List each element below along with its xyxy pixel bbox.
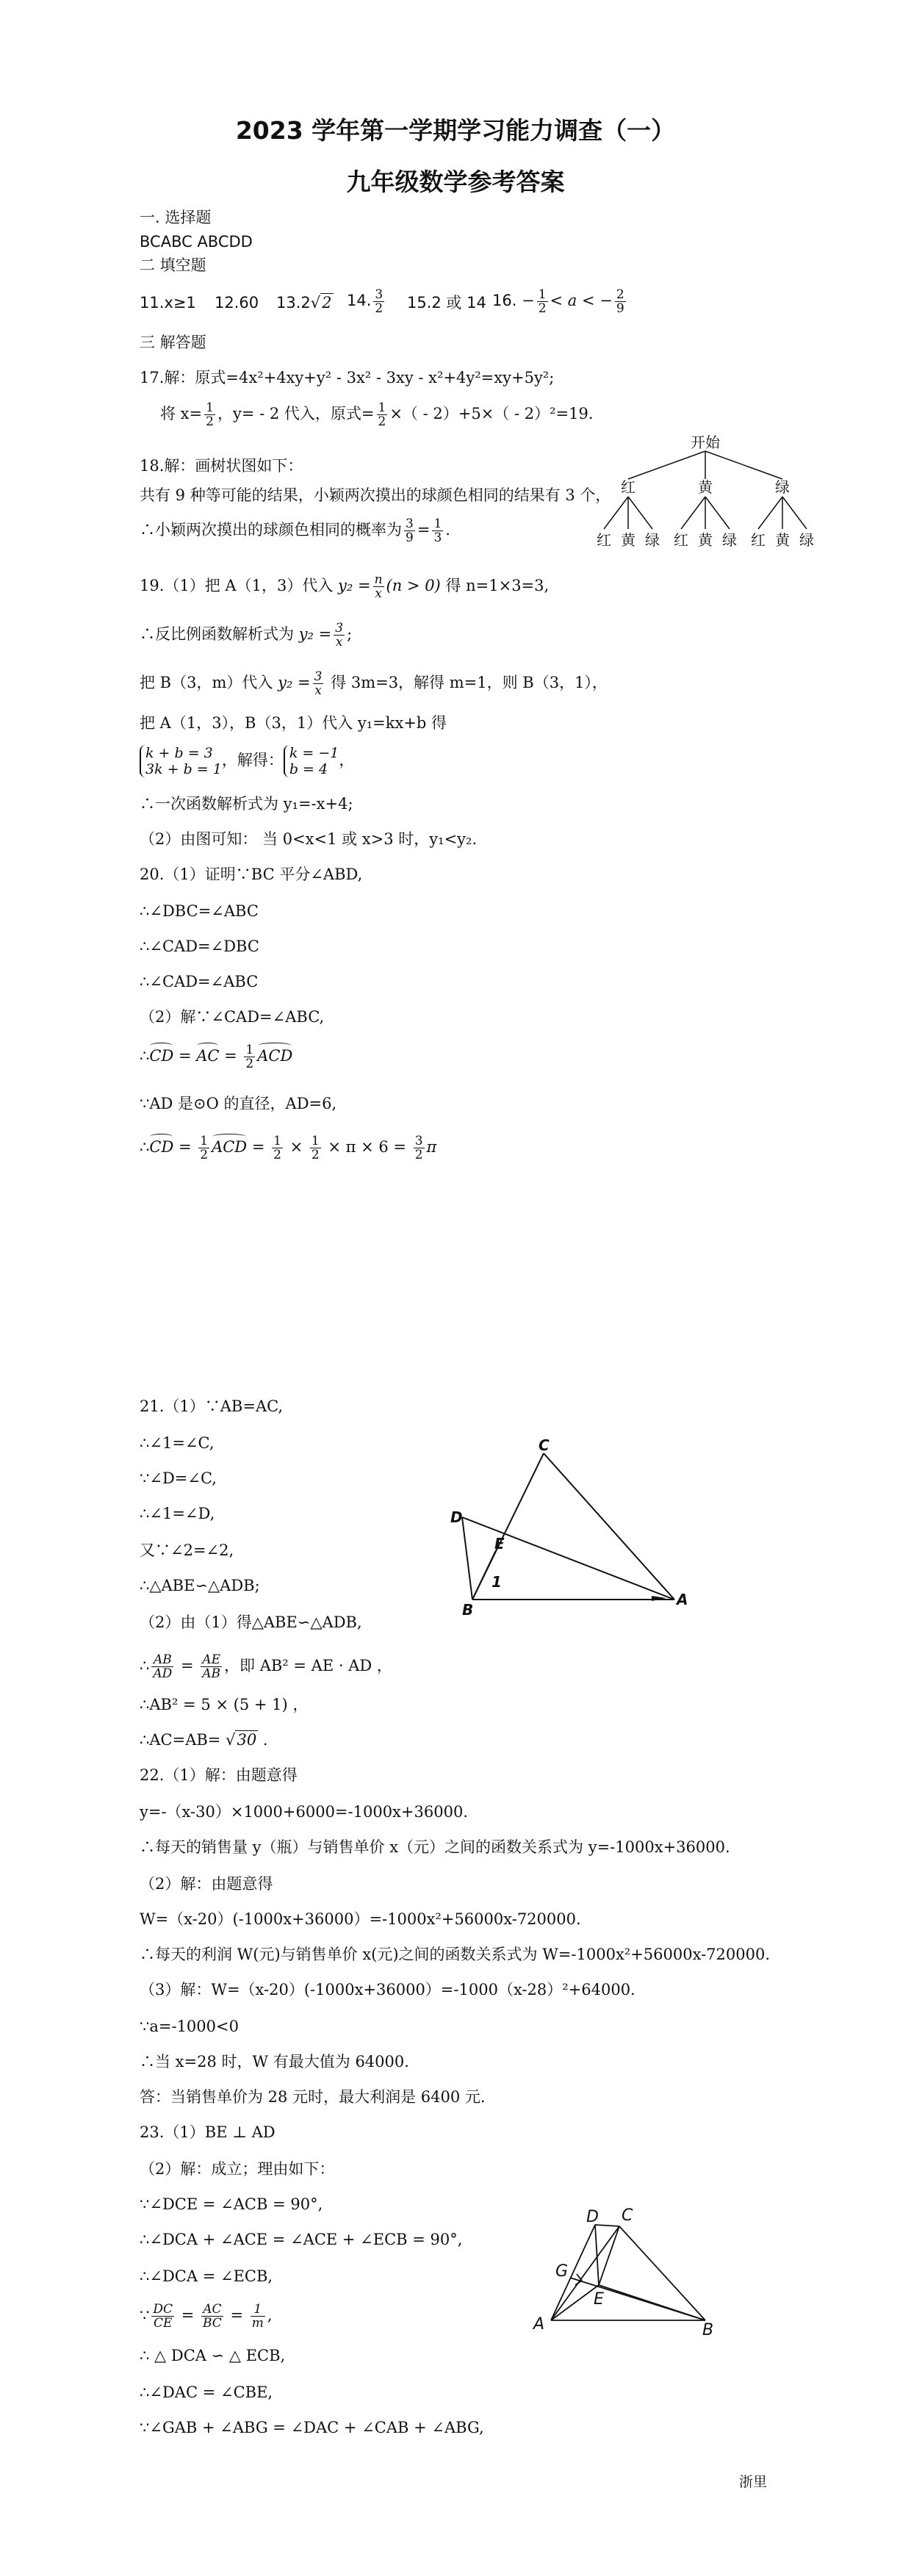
page-title: 2023 学年第一学期学习能力调查（一）	[235, 116, 676, 145]
point-b-label: B	[702, 2321, 714, 2339]
fill-answer-11: 11.x≥1	[140, 294, 196, 312]
arc-acd: ACD	[212, 1138, 248, 1156]
q21-line-2: ∴∠1=∠C,	[140, 1434, 215, 1452]
q18-frac1-num: 3	[406, 517, 414, 531]
q19-l1-cond: (n > 0)	[386, 577, 441, 594]
q22-line-1: 22.（1）解：由题意得	[140, 1766, 298, 1784]
triangle-figure-q23	[514, 2204, 727, 2339]
q20-l8-den4: 2	[414, 1148, 423, 1162]
q17-text-b: ，y= - 2 代入，原式=	[217, 405, 375, 422]
fill-answer-13-radicand: 2	[322, 294, 332, 312]
q20-l8-therefore: ∴	[140, 1138, 150, 1156]
q23-line-6	[140, 2303, 273, 2330]
q20-line-4: ∴∠CAD=∠ABC	[140, 973, 259, 990]
fill-answer-16-den1: 2	[538, 301, 547, 316]
system-2-eq-1: k = −1	[289, 745, 339, 761]
q19-l1-text: 19.（1）把 A（1，3）代入	[140, 577, 334, 594]
tree-root-label: 开始	[691, 433, 720, 451]
q23-l6-num3: 1	[251, 2303, 265, 2317]
q23-line-4: ∴∠DCA + ∠ACE = ∠ACE + ∠ECB = 90°,	[140, 2231, 463, 2248]
q21-l10-text: ∴AC=AB=	[140, 1731, 226, 1749]
q21-l8-rest: ，即 AB² = AE · AD ，	[224, 1657, 392, 1674]
q20-line-8	[140, 1134, 436, 1162]
q21-l8-num2: AE	[201, 1653, 222, 1667]
q20-line-1: 20.（1）证明∵BC 平分∠ABD,	[140, 866, 363, 883]
system-2-eq-2: b = 4	[289, 761, 328, 777]
tree-l1-label: 绿	[775, 478, 790, 496]
q17-text-c: ×（ - 2）+5×（ - 2）²=19.	[389, 405, 594, 422]
q22-line-7: （3）解：W=（x-20）(-1000x+36000）=-1000（x-28）²+64000.	[140, 1981, 635, 1998]
q17-line-1: 17.解：原式=4x²+4xy+y² - 3x² - 3xy - x²+4y²=xy+5y²;	[140, 369, 555, 386]
q19-l1-result: 得 n=1×3=3,	[445, 577, 550, 594]
q23-l6-den2: BC	[202, 2316, 222, 2331]
choice-answers: BCABC ABCDD	[140, 233, 253, 251]
q19-l3-den: x	[314, 683, 322, 698]
q21-line-6: ∴△ABE∽△ADB;	[140, 1577, 260, 1594]
equation-system-1	[140, 745, 222, 777]
system-1-eq-1: k + b = 3	[145, 745, 213, 761]
q21-l8-den2: AB	[202, 1666, 221, 1681]
q21-line-8	[140, 1653, 392, 1680]
fill-answer-13: 13.2√2	[276, 294, 332, 312]
q19-l1-den: x	[375, 586, 382, 601]
fill-answer-15: 15.2 或 14	[407, 294, 486, 312]
vertex-b-label: B	[462, 1601, 474, 1619]
section-heading-fill: 二 填空题	[140, 256, 206, 274]
q21-l10-radicand: 30	[237, 1731, 257, 1749]
q21-line-9: ∴AB² = 5 × (5 + 1) ，	[140, 1696, 309, 1713]
q18-line-2: 共有 9 种等可能的结果，小颖两次摸出的球颜色相同的结果有 3 个，	[140, 486, 611, 504]
footer-mark: 浙里	[739, 2474, 768, 2490]
q17-frac-den: 2	[206, 414, 214, 429]
fill-answer-16-neg: −	[522, 292, 535, 309]
q19-l2-text: ∴反比例函数解析式为	[140, 625, 294, 643]
q22-line-6: ∴每天的利润 W(元)与销售单价 x(元)之间的函数关系式为 W=-1000x²+56000x-720000.	[140, 1946, 771, 1963]
arc-cd: CD	[149, 1138, 174, 1156]
q20-l8-eq2: =	[247, 1138, 270, 1156]
q18-text: ∴小颖两次摸出的球颜色相同的概率为	[140, 521, 402, 539]
tree-l1-label: 黄	[698, 478, 713, 496]
q20-line-6	[140, 1043, 292, 1071]
q21-line-1: 21.（1）∵AB=AC,	[140, 1397, 284, 1415]
q23-line-5: ∴∠DCA = ∠ECB,	[140, 2267, 273, 2285]
q19-line-7: （2）由图可知： 当 0<x<1 或 x>3 时，y₁<y₂.	[140, 830, 478, 848]
tree-diagram	[588, 433, 823, 558]
q21-line-5: 又∵∠2=∠2,	[140, 1541, 234, 1559]
point-d-label: D	[586, 2208, 599, 2226]
q22-line-9: ∴当 x=28 时，W 有最大值为 64000.	[140, 2053, 409, 2070]
q23-l6-end: ,	[267, 2306, 273, 2324]
q20-l8-num3: 1	[311, 1134, 320, 1148]
q19-l2-end: ;	[347, 625, 353, 643]
q17-text-a: 将 x=	[160, 405, 203, 422]
q23-line-9: ∵∠GAB + ∠ABG = ∠DAC + ∠CAB + ∠ABG,	[140, 2419, 484, 2436]
q23-l6-because: ∵	[140, 2306, 150, 2324]
q23-line-1: 23.（1）BE ⊥ AD	[140, 2123, 276, 2141]
q19-line-1	[140, 573, 549, 600]
tree-l2-label: 绿	[722, 531, 737, 549]
triangle-figure-q21	[450, 1436, 694, 1619]
q20-l8-num4: 3	[414, 1134, 423, 1148]
fill-answer-16-num1: 1	[538, 287, 547, 302]
q17-frac2-num: 1	[378, 400, 386, 415]
q20-line-7: ∵AD 是⊙O 的直径，AD=6,	[140, 1095, 337, 1112]
page-subtitle: 九年级数学参考答案	[346, 168, 565, 196]
q22-line-10: 答：当销售单价为 28 元时，最大利润是 6400 元.	[140, 2088, 486, 2106]
q19-l5-mid: ，解得：	[221, 751, 284, 769]
q22-line-2: y=-（x-30）×1000+6000=-1000x+36000.	[140, 1803, 468, 1821]
q21-line-4: ∴∠1=∠D,	[140, 1505, 215, 1522]
fill-answer-16	[492, 288, 628, 315]
q20-l8-den1: 2	[200, 1148, 209, 1162]
tree-l2-label: 红	[597, 531, 611, 549]
fill-answer-12: 12.60	[215, 294, 259, 312]
q18-frac2-num: 1	[433, 517, 442, 531]
q19-l3-func: y₂ =	[278, 674, 311, 691]
q21-l8-therefore: ∴	[140, 1657, 150, 1674]
q19-line-2	[140, 622, 352, 649]
q19-l2-func: y₂ =	[298, 625, 332, 643]
q20-l8-den2: 2	[273, 1148, 281, 1162]
q21-l10-end: .	[258, 1731, 268, 1749]
q20-l8-pi: π	[426, 1138, 437, 1156]
point-c-label: C	[622, 2206, 633, 2225]
q21-l8-den1: AD	[153, 1666, 173, 1681]
equation-system-2	[284, 745, 339, 777]
vertex-c-label: C	[539, 1436, 550, 1454]
q19-l2-num: 3	[335, 621, 344, 636]
q23-l6-num2: AC	[201, 2303, 223, 2317]
fill-answer-16-prefix: 16.	[492, 292, 517, 309]
section-heading-choice: 一. 选择题	[140, 209, 212, 226]
q18-line-1: 18.解：画树状图如下：	[140, 457, 303, 475]
q17-frac-num: 1	[206, 400, 214, 415]
q20-l6-den: 2	[245, 1057, 254, 1071]
q22-line-5: W=（x-20）(-1000x+36000）=-1000x²+56000x-720000.	[140, 1910, 581, 1928]
fill-answer-14	[347, 288, 386, 315]
q23-l6-eq2: =	[225, 2306, 248, 2324]
q20-line-3: ∴∠CAD=∠DBC	[140, 938, 259, 955]
fill-answer-14-denominator: 2	[375, 301, 384, 316]
q19-l2-den: x	[335, 635, 343, 650]
fill-answer-13-prefix: 13.2	[276, 294, 311, 312]
q20-line-2: ∴∠DBC=∠ABC	[140, 902, 259, 920]
q21-line-7: （2）由（1）得△ABE∽△ADB,	[140, 1613, 362, 1631]
q19-line-5	[140, 745, 354, 777]
q23-l6-eq1: =	[176, 2306, 199, 2324]
q20-l6-eq2: =	[219, 1047, 242, 1065]
q17-line-2	[160, 401, 594, 428]
fill-answer-14-numerator: 3	[375, 287, 384, 302]
system-1-eq-2: 3k + b = 1	[145, 761, 222, 777]
vertex-d-label: D	[450, 1508, 463, 1526]
q23-l6-num1: DC	[153, 2302, 173, 2317]
q20-l6-eq1: =	[173, 1047, 197, 1065]
q18-frac2-den: 3	[433, 530, 442, 545]
arc-ac: AC	[196, 1047, 220, 1065]
tree-l2-label: 黄	[621, 531, 635, 549]
fill-answer-16-den2: 9	[616, 301, 624, 316]
q22-line-8: ∵a=-1000<0	[140, 2018, 239, 2035]
q19-l3-result: 得 3m=3，解得 m=1，则 B（3，1），	[331, 674, 608, 691]
q23-line-8: ∴∠DAC = ∠CBE,	[140, 2383, 273, 2401]
q18-eq: =	[417, 521, 431, 539]
arc-acd: ACD	[257, 1047, 293, 1065]
q22-line-3: ∴每天的销售量 y（瓶）与销售单价 x（元）之间的函数关系式为 y=-1000x+36000.	[140, 1838, 730, 1856]
q19-l1-func: y₂ =	[338, 577, 371, 594]
tree-l1-label: 红	[621, 478, 635, 496]
q19-l5-end: ，	[339, 751, 355, 769]
arc-cd: CD	[149, 1047, 174, 1065]
fill-answer-14-prefix: 14.	[347, 292, 372, 309]
q17-frac2-den: 2	[378, 414, 386, 429]
q20-l8-num2: 1	[273, 1134, 281, 1148]
q22-line-4: （2）解：由题意得	[140, 1875, 273, 1893]
point-g-label: G	[555, 2262, 569, 2281]
section-heading-solve: 三 解答题	[140, 334, 206, 351]
q18-frac1-den: 9	[406, 530, 414, 545]
q19-l1-num: n	[374, 572, 383, 587]
q21-l8-eq: =	[176, 1657, 199, 1674]
point-e-label: E	[494, 1535, 505, 1553]
q19-l3-text: 把 B（3，m）代入	[140, 674, 273, 691]
fill-answer-16-num2: 2	[616, 287, 624, 302]
q21-l8-num1: AB	[151, 1653, 173, 1667]
q19-line-6: ∴一次函数解析式为 y₁=-x+4;	[140, 795, 353, 813]
tree-l2-label: 黄	[775, 531, 790, 549]
q18-end: .	[445, 521, 450, 539]
angle-1-label: 1	[491, 1573, 502, 1591]
q20-l8-den3: 2	[311, 1148, 320, 1162]
q20-line-5: （2）解∵∠CAD=∠ABC,	[140, 1008, 325, 1026]
q19-l3-num: 3	[314, 669, 323, 684]
q21-line-10: ∴AC=AB= √30 .	[140, 1731, 268, 1749]
q20-l8-eq: =	[173, 1138, 197, 1156]
tree-l2-label: 黄	[698, 531, 713, 549]
q23-line-3: ∵∠DCE = ∠ACB = 90°,	[140, 2195, 323, 2213]
tree-l2-label: 红	[751, 531, 766, 549]
fill-answer-16-middle: < a < −	[550, 292, 613, 309]
q20-l8-product: × π × 6 =	[323, 1138, 411, 1156]
q20-l6-num: 1	[245, 1043, 254, 1057]
q20-l6-therefore: ∴	[140, 1047, 150, 1065]
q19-line-4: 把 A（1，3），B（3，1）代入 y₁=kx+b 得	[140, 714, 447, 732]
tree-l2-label: 绿	[799, 531, 814, 549]
q20-l8-num1: 1	[200, 1134, 209, 1148]
point-e-label: E	[594, 2290, 604, 2309]
point-a-label: A	[533, 2315, 545, 2334]
q21-line-3: ∵∠D=∠C,	[140, 1469, 217, 1487]
q23-l6-den3: m	[251, 2316, 264, 2331]
vertex-a-label: A	[677, 1591, 688, 1608]
q23-l6-den1: CE	[153, 2316, 173, 2331]
q18-line-3	[140, 517, 450, 544]
q20-l8-times: ×	[284, 1138, 308, 1156]
q19-line-3	[140, 670, 608, 697]
q23-line-2: （2）解：成立；理由如下：	[140, 2160, 335, 2178]
tree-l2-label: 红	[674, 531, 688, 549]
q23-line-7: ∴ △ DCA ∽ △ ECB,	[140, 2347, 286, 2364]
tree-l2-label: 绿	[645, 531, 660, 549]
